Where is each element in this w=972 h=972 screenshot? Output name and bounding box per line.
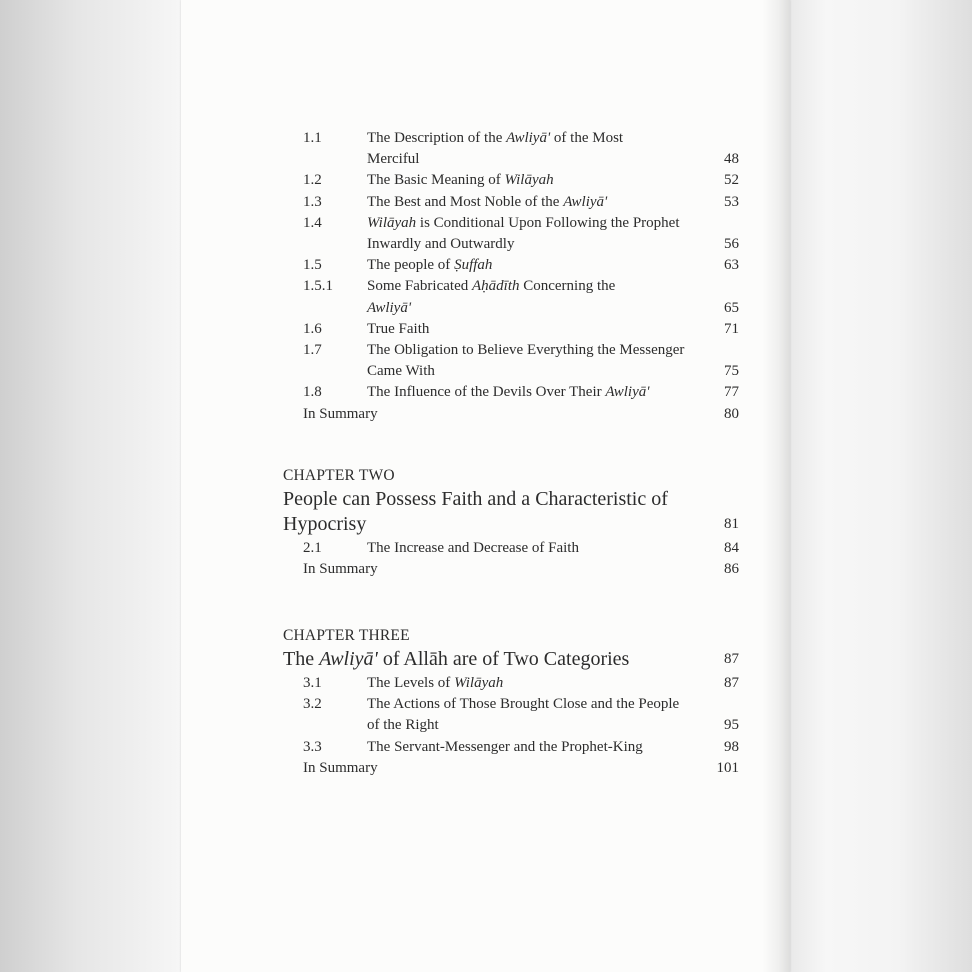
entry-number: 3.3	[303, 738, 322, 755]
italic-term: Awliyā'	[563, 193, 608, 210]
page-number: 101	[716, 759, 739, 776]
entry-title-line	[367, 715, 439, 735]
chapter-two-title	[283, 486, 753, 512]
toc-entry	[181, 128, 781, 170]
entry-title-line	[367, 276, 615, 296]
entry-title-line	[367, 340, 684, 360]
text-run: The Servant-Messenger and the Prophet-King	[367, 738, 643, 755]
entry-title-line	[367, 673, 503, 693]
entry-title-line	[303, 758, 378, 778]
toc-entry	[181, 673, 781, 694]
text-run: In Summary	[303, 561, 378, 578]
text-run: True Faith	[367, 320, 430, 337]
entry-title-line	[367, 737, 643, 757]
chapter-two-title	[283, 511, 753, 537]
text-run: The Description of the	[367, 130, 507, 146]
toc-entry	[181, 170, 781, 191]
italic-term: Awliyā'	[506, 130, 551, 146]
entry-number: 1.7	[303, 342, 322, 358]
entry-title-line	[367, 128, 623, 148]
entry-number: 1.1	[303, 130, 322, 146]
toc-entry	[181, 382, 781, 403]
text-run: of the Most	[550, 130, 624, 146]
text-run: In Summary	[303, 405, 378, 422]
toc-entry	[181, 340, 781, 382]
page-number: 48	[724, 151, 739, 168]
toc-entry	[181, 276, 781, 318]
entry-title-line	[367, 234, 514, 254]
page-number: 87	[724, 675, 739, 691]
text-run: The people of	[367, 257, 455, 274]
toc-entry	[181, 255, 781, 276]
page-number: 75	[724, 363, 739, 380]
italic-term: Awliyā'	[319, 648, 378, 670]
entry-title-line	[367, 319, 429, 339]
entry-title-line	[367, 170, 554, 190]
page-number: 77	[724, 384, 739, 401]
background-right	[790, 0, 972, 972]
entry-number: 1.5	[303, 257, 322, 274]
page-number: 56	[724, 235, 739, 252]
entry-title-line	[367, 149, 419, 169]
entry-number: 3.1	[303, 675, 322, 691]
toc-entry	[181, 538, 781, 559]
text-run: of Allāh are of Two Categories	[377, 648, 630, 670]
entry-title-line	[367, 255, 492, 275]
text-run: The Basic Meaning of	[367, 172, 505, 189]
text-run: The Best and Most Noble of the	[367, 193, 564, 210]
entry-number: 1.5.1	[303, 278, 333, 295]
page-number: 84	[724, 540, 739, 556]
entry-number: 1.8	[303, 384, 322, 401]
book-page	[181, 0, 790, 972]
italic-term: Wilāyah	[367, 214, 417, 231]
toc-entry	[181, 737, 781, 758]
italic-term: Awliyā'	[605, 384, 650, 401]
entry-number: 2.1	[303, 540, 322, 556]
text-run: Hypocrisy	[283, 513, 367, 535]
page-number: 63	[724, 257, 739, 274]
text-run: is Conditional Upon Following the Prophet	[416, 214, 680, 231]
page-number: 95	[724, 717, 739, 734]
page-number: 71	[724, 320, 739, 337]
text-run: Inwardly and Outwardly	[367, 235, 515, 252]
text-run: The Actions of Those Brought Close and the People	[367, 696, 680, 713]
entry-number: 1.3	[303, 193, 322, 210]
entry-number: 3.2	[303, 696, 322, 713]
text-run: The Influence of the Devils Over Their	[367, 384, 606, 401]
italic-term: Ṣuffah	[454, 257, 493, 274]
text-run: Came With	[367, 363, 435, 380]
text-run: The Obligation to Believe Everything the Messenger	[367, 342, 685, 358]
entry-title-line	[367, 298, 411, 318]
italic-term: Aḥādīth	[471, 278, 520, 295]
text-run: The Levels of	[367, 675, 455, 691]
entry-number: 1.6	[303, 320, 322, 337]
chapter-three-title	[283, 646, 753, 672]
entry-number: 1.4	[303, 214, 322, 231]
chapter-three-label: CHAPTER THREE	[283, 627, 410, 644]
entry-title-line	[367, 694, 679, 714]
entry-title-line	[303, 559, 378, 579]
page-number: 86	[724, 561, 739, 578]
toc-entry	[181, 192, 781, 213]
page-number: 87	[724, 651, 739, 667]
chapter-two-label: CHAPTER TWO	[283, 467, 395, 484]
text-run: Merciful	[367, 151, 420, 168]
toc-entry	[181, 213, 781, 255]
entry-title-line	[367, 192, 607, 212]
page-number: 80	[724, 405, 739, 422]
text-run: People can Possess Faith and a Characteristic of	[283, 488, 668, 510]
toc-entry	[181, 694, 781, 736]
text-run: Some Fabricated	[367, 278, 472, 295]
entry-title-line	[367, 361, 435, 381]
page-number: 81	[724, 516, 739, 532]
entry-title-line	[367, 382, 649, 402]
page-number: 98	[724, 738, 739, 755]
entry-title-line	[367, 538, 579, 558]
page-number: 52	[724, 172, 739, 189]
in-summary-row	[181, 559, 781, 580]
entry-title-line	[367, 213, 680, 233]
italic-term: Wilāyah	[504, 172, 554, 189]
toc-entry	[181, 319, 781, 340]
entry-title-line	[303, 404, 378, 424]
italic-term: Wilāyah	[454, 675, 504, 691]
in-summary-row	[181, 758, 781, 779]
entry-number: 1.2	[303, 172, 322, 189]
in-summary-row	[181, 404, 781, 425]
page-number: 53	[724, 193, 739, 210]
text-run: of the Right	[367, 717, 439, 734]
text-run: Concerning the	[519, 278, 616, 295]
text-run: The Increase and Decrease of Faith	[367, 540, 579, 556]
text-run: In Summary	[303, 759, 378, 776]
text-run: The	[283, 648, 320, 670]
page-number: 65	[724, 299, 739, 316]
italic-term: Awliyā'	[367, 299, 412, 316]
